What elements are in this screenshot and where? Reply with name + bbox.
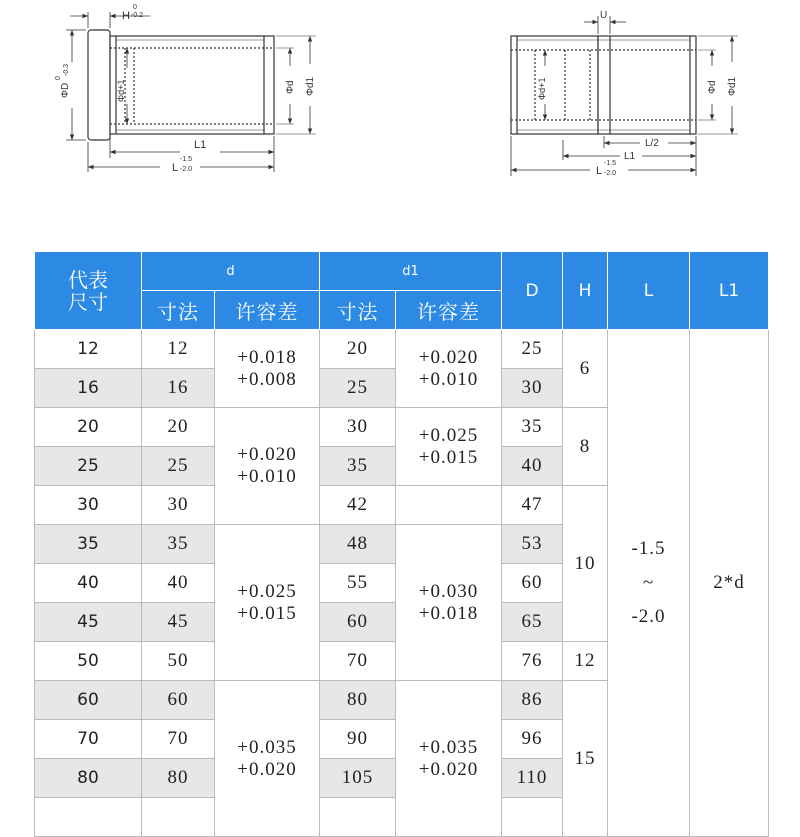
code-cell: 70 bbox=[35, 720, 142, 759]
d1-tol-lower: +0.010 bbox=[418, 368, 479, 390]
right-L-lower: -2.0 bbox=[604, 170, 617, 177]
d1-tolerance-cell bbox=[396, 330, 502, 408]
header-d1-tolerance: 许容差 bbox=[396, 291, 502, 330]
code-cell: 25 bbox=[35, 447, 142, 486]
d1-tolerance-cell bbox=[396, 681, 502, 837]
d1-tolerance-cell bbox=[396, 408, 502, 486]
d1-size-cell: 90 bbox=[320, 720, 396, 759]
right-d-label: Φd bbox=[707, 80, 718, 94]
D-cell bbox=[502, 798, 563, 837]
D-cell: 47 bbox=[502, 486, 563, 525]
d-tol-lower: +0.020 bbox=[237, 758, 297, 780]
header-d: d bbox=[142, 252, 320, 291]
left-h-label: H bbox=[122, 10, 130, 22]
code-cell: 12 bbox=[35, 330, 142, 369]
D-cell: 96 bbox=[502, 720, 563, 759]
d-tolerance-cell bbox=[215, 330, 320, 408]
D-cell: 35 bbox=[502, 408, 563, 447]
L-cell bbox=[608, 330, 690, 837]
code-cell: 45 bbox=[35, 603, 142, 642]
header-d-tolerance: 许容差 bbox=[215, 291, 320, 330]
header-d1: d1 bbox=[320, 252, 502, 291]
d1-size-cell: 35 bbox=[320, 447, 396, 486]
d-size-cell: 12 bbox=[142, 330, 215, 369]
d1-size-cell: 42 bbox=[320, 486, 396, 525]
H-cell: 8 bbox=[563, 408, 608, 486]
d-size-cell: 25 bbox=[142, 447, 215, 486]
d1-tol-upper: +0.020 bbox=[418, 346, 479, 368]
right-half-label: L/2 bbox=[645, 138, 659, 149]
d1-size-cell: 70 bbox=[320, 642, 396, 681]
right-L-upper: -1.5 bbox=[604, 160, 617, 167]
D-cell: 110 bbox=[502, 759, 563, 798]
d-tol-lower: +0.008 bbox=[237, 368, 297, 390]
left-D-label: ΦD bbox=[60, 82, 71, 98]
d1-tol-lower: +0.015 bbox=[418, 446, 479, 468]
left-d-label: Φd bbox=[285, 80, 296, 94]
d1-size-cell: 55 bbox=[320, 564, 396, 603]
d-size-cell: 20 bbox=[142, 408, 215, 447]
left-L1-label: L1 bbox=[194, 139, 207, 151]
d-size-cell: 80 bbox=[142, 759, 215, 798]
H-cell: 10 bbox=[563, 486, 608, 642]
header-L: L bbox=[608, 252, 690, 330]
header-d-size: 寸法 bbox=[142, 291, 215, 330]
code-cell: 35 bbox=[35, 525, 142, 564]
d-tol-upper: +0.025 bbox=[237, 580, 297, 602]
H-cell: 15 bbox=[563, 681, 608, 837]
code-cell: 40 bbox=[35, 564, 142, 603]
L-tilde: ~ bbox=[642, 572, 655, 593]
d1-size-cell: 60 bbox=[320, 603, 396, 642]
d-size-cell: 70 bbox=[142, 720, 215, 759]
d1-tolerance-cell bbox=[396, 525, 502, 681]
left-L-lower: -2.0 bbox=[180, 166, 193, 173]
d1-size-cell: 105 bbox=[320, 759, 396, 798]
d1-tol-lower: +0.018 bbox=[418, 602, 479, 624]
D-cell: 86 bbox=[502, 681, 563, 720]
left-L-upper: -1.5 bbox=[180, 156, 193, 163]
technical-drawings bbox=[0, 0, 800, 230]
d1-size-cell: 25 bbox=[320, 369, 396, 408]
header-code bbox=[35, 252, 142, 330]
d-size-cell: 40 bbox=[142, 564, 215, 603]
header-L1: L1 bbox=[690, 252, 769, 330]
right-L1-label: L1 bbox=[624, 151, 636, 162]
header-code-line1: 代表 bbox=[68, 267, 108, 292]
code-cell: 50 bbox=[35, 642, 142, 681]
D-cell: 65 bbox=[502, 603, 563, 642]
d1-tol-lower: +0.020 bbox=[418, 758, 479, 780]
d1-tol-upper: +0.035 bbox=[418, 736, 479, 758]
code-cell: 80 bbox=[35, 759, 142, 798]
d-tol-upper: +0.035 bbox=[237, 736, 297, 758]
d-tolerance-cell bbox=[215, 408, 320, 525]
left-d1-label: Φd1 bbox=[305, 76, 316, 96]
left-D-lower: -0.3 bbox=[63, 63, 70, 76]
d1-tol-upper: +0.025 bbox=[418, 424, 479, 446]
code-cell: 30 bbox=[35, 486, 142, 525]
code-cell: 20 bbox=[35, 408, 142, 447]
d-size-cell: 30 bbox=[142, 486, 215, 525]
d-size-cell: 35 bbox=[142, 525, 215, 564]
L1-cell: 2*d bbox=[690, 330, 769, 837]
d1-tolerance-cell bbox=[396, 486, 502, 525]
left-h-upper: 0 bbox=[133, 4, 137, 11]
H-cell: 6 bbox=[563, 330, 608, 408]
code-cell: 60 bbox=[35, 681, 142, 720]
L-upper: -1.5 bbox=[631, 538, 666, 559]
header-d1-size: 寸法 bbox=[320, 291, 396, 330]
spec-table bbox=[34, 251, 769, 837]
right-u-label: U bbox=[600, 10, 608, 21]
header-D: D bbox=[502, 252, 563, 330]
D-cell: 60 bbox=[502, 564, 563, 603]
d-size-cell: 45 bbox=[142, 603, 215, 642]
left-bushing-drawing bbox=[66, 12, 316, 172]
d1-size-cell: 80 bbox=[320, 681, 396, 720]
d1-size-cell: 30 bbox=[320, 408, 396, 447]
d-size-cell: 50 bbox=[142, 642, 215, 681]
right-d1-label: Φd1 bbox=[727, 76, 738, 96]
H-cell: 12 bbox=[563, 642, 608, 681]
D-cell: 25 bbox=[502, 330, 563, 369]
d1-size-cell: 48 bbox=[320, 525, 396, 564]
d-tol-upper: +0.020 bbox=[237, 444, 297, 465]
header-code-line2: 尺寸 bbox=[68, 289, 108, 314]
L-lower: -2.0 bbox=[631, 606, 666, 627]
d-tolerance-cell bbox=[215, 525, 320, 681]
d-size-cell: 60 bbox=[142, 681, 215, 720]
left-D-upper: 0 bbox=[55, 76, 62, 80]
header-H: H bbox=[563, 252, 608, 330]
d-tol-lower: +0.010 bbox=[237, 466, 297, 487]
left-h-lower: -0.2 bbox=[131, 12, 144, 19]
d1-tol-upper: +0.030 bbox=[418, 580, 479, 602]
code-cell bbox=[35, 798, 142, 837]
right-L-label: L bbox=[596, 165, 603, 177]
d-tolerance-cell bbox=[215, 681, 320, 837]
D-cell: 40 bbox=[502, 447, 563, 486]
code-cell: 16 bbox=[35, 369, 142, 408]
D-cell: 30 bbox=[502, 369, 563, 408]
d-size-cell bbox=[142, 798, 215, 837]
d1-size-cell: 20 bbox=[320, 330, 396, 369]
right-d-plus1-label: Φd+1 bbox=[537, 77, 547, 100]
left-L-label: L bbox=[172, 162, 179, 174]
d-tol-upper: +0.018 bbox=[237, 346, 297, 368]
left-d-plus1-label: Φd+1 bbox=[116, 79, 126, 102]
d-tol-lower: +0.015 bbox=[237, 602, 297, 624]
D-cell: 53 bbox=[502, 525, 563, 564]
d-size-cell: 16 bbox=[142, 369, 215, 408]
d1-size-cell bbox=[320, 798, 396, 837]
D-cell: 76 bbox=[502, 642, 563, 681]
